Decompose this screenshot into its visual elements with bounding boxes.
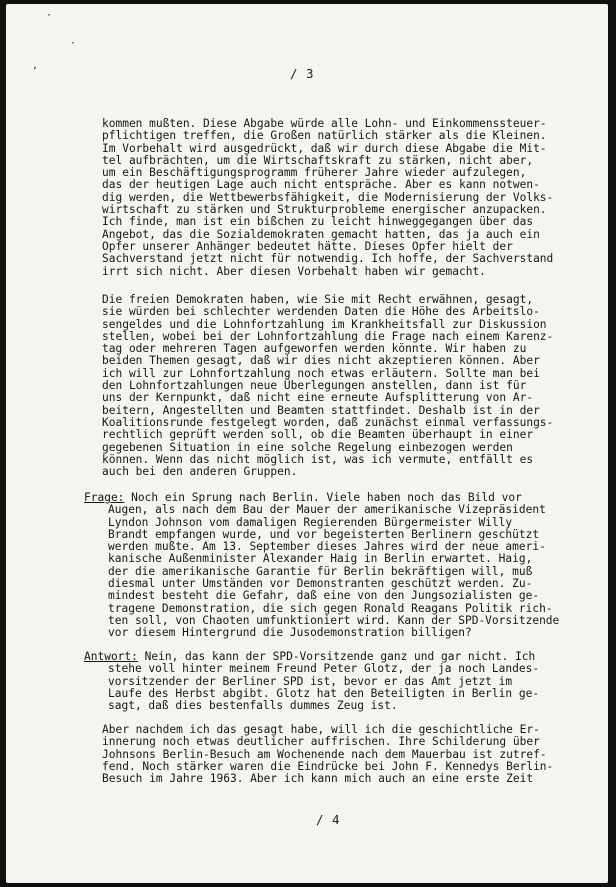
text-line: innerung noch etwas deutlicher auffrischen. Ihre Schilderung über (102, 735, 540, 749)
text-line: Augen, als nach dem Bau der Mauer der amerikanische Vizepräsident (108, 503, 546, 517)
question-label: Frage: (84, 491, 125, 504)
text-line: stehe voll hinter meinem Freund Peter Glotz, der ja noch Landes- (108, 662, 540, 676)
page-number-header: / 3 (290, 66, 315, 81)
text-line: mindest besteht die Gefahr, daß eine von den Jungsozialisten ge- (108, 589, 540, 603)
answer-label: Antwort: (84, 650, 138, 663)
text-line: gegebenen Situation in eine solche Regelung einbezogen werden (102, 440, 513, 454)
question-block (84, 492, 584, 640)
text-line: Die freien Demokraten haben, wie Sie mit Recht erwähnen, gesagt, (102, 293, 534, 306)
scan-speck: · (46, 10, 53, 21)
text-line: können. Wenn das nicht möglich ist, was ich vermute, entfällt es (102, 452, 534, 466)
text-line: fend. Noch stärker waren die Eindrücke bei John F. Kennedys Berlin- (102, 759, 554, 773)
text-line: Opfer unserer Anhänger bedeutet hätte. Dieses Opfer hielt der (102, 239, 513, 253)
text-line: Laufe des Herbst abgibt. Glotz hat den Beteiligten in Berlin ge- (108, 686, 540, 700)
page-number-footer: / 4 (316, 812, 341, 827)
text-line: der die amerikanische Garantie für Berlin bekräftigen will, muß (108, 564, 533, 578)
text-line: Besuch im Jahre 1963. Aber ich kann mich auch an eine erste Zeit (102, 772, 534, 786)
text-line: kommen mußten. Diese Abgabe würde alle Lohn- und Einkommenssteuer- (102, 117, 547, 130)
text-line: pflichtigen treffen, die Großen natürlich stärker als die Kleinen. (102, 129, 547, 143)
text-line: wirtschaft zu stärken und Strukturprobleme energischer anzupacken. (102, 203, 547, 217)
text-line: sagt, daß dies bestenfalls dummes Zeug ist. (108, 699, 398, 713)
text-line: irrt sich nicht. Aber diesen Vorbehalt haben wir gemacht. (102, 264, 486, 278)
text-line: Aber nachdem ich das gesagt habe, will ich die geschichtliche Er- (102, 723, 540, 736)
text-line: vorsitzender der Berliner SPD ist, bevor er das Amt jetzt im (108, 674, 513, 688)
text-line: Johnsons Berlin-Besuch am Wochenende nach dem Mauerbau ist zutref- (102, 747, 547, 761)
text-line: sengeldes und die Lohnfortzahlung im Krankheitsfall zur Diskussion (102, 317, 547, 331)
text-line: werden mußte. Am 13. September dieses Jahres wird der neue ameri- (108, 540, 546, 554)
paragraph-2 (102, 294, 582, 478)
text-line: dig werden, die Wettbewerbsfähigkeit, die Modernisierung der Volks- (102, 190, 554, 204)
answer-block (84, 651, 584, 712)
text-line: stellen, wobei bei der Lohnfortzahlung die Frage nach einem Karenz- (102, 329, 554, 343)
paragraph-1 (102, 118, 582, 278)
text-line: den Lohnfortzahlungen neue Überlegungen anstellen, dann ist für (102, 379, 527, 393)
text-line: rechtlich geprüft werden soll, ob die Beamten überhaupt in einer (102, 428, 534, 442)
text-line: Noch ein Sprung nach Berlin. Viele haben noch das Bild vor (124, 491, 522, 504)
text-line: Nein, das kann der SPD-Vorsitzende ganz und gar nicht. Ich (137, 650, 536, 663)
text-line: das der heutigen Lage auch nicht entspräche. Aber es kann notwen- (102, 178, 540, 192)
text-line: Ich finde, man ist ein bißchen zu leicht hinweggegangen über das (102, 215, 534, 229)
scan-speck: ‚ (32, 60, 39, 71)
text-line: tel aufbrächten, um die Wirtschaftskraft zu stärken, nicht aber, (102, 153, 534, 167)
text-line: vor diesem Hintergrund die Jusodemonstration billigen? (108, 626, 472, 640)
text-line: Im Vorbehalt wird ausgedrückt, daß wir durch diese Abgabe die Mit- (102, 141, 547, 155)
text-line: Sachverstand jetzt nicht für notwendig. Ich hoffe, der Sachverstand (102, 252, 554, 266)
text-line: tag oder mehreren Tagen aufgeworfen werden könnte. Wir haben zu (102, 342, 527, 356)
text-line: ten soll, von Chaoten umfunktioniert wird. Kann der SPD-Vorsitzende (108, 613, 560, 627)
text-line: uns der Kernpunkt, daß nicht eine erneute Aufsplitterung von Ar- (102, 391, 534, 405)
text-line: kanische Außenminister Alexander Haig in Berlin erwartet. Haig, (108, 552, 533, 566)
text-line: sie würden bei schlechter werdenden Daten die Höhe des Arbeitslo- (102, 305, 540, 319)
text-line: um ein Beschäftigungsprogramm früherer Jahre wieder aufzulegen, (102, 166, 527, 180)
text-line: diesmal unter Umständen vor Demonstranten geschützt werden. Zu- (108, 577, 533, 591)
scan-speck: · (70, 38, 77, 49)
text-line: ich will zur Lohnfortzahlung noch etwas erläutern. Sollte man bei (102, 366, 540, 380)
text-line: Angebot, das die Sozialdemokraten gemacht hatten, das ja auch ein (102, 227, 540, 241)
text-line: Lyndon Johnson vom damaligen Regierenden Bürgermeister Willy (108, 515, 513, 529)
paragraph-3 (102, 724, 582, 785)
text-line: beiden Themen gesagt, daß wir dies nicht akzeptieren können. Aber (102, 354, 540, 368)
text-line: tragene Demonstration, die sich gegen Ronald Reagans Politik rich- (108, 601, 553, 615)
text-line: Brandt empfangen wurde, und vor begeisterten Berlinern geschützt (108, 527, 540, 541)
text-line: beitern, Angestellten und Beamten stattfindet. Deshalb ist in der (102, 403, 540, 417)
text-line: Koalitionsrunde festgelegt worden, daß zunächst einmal verfassungs- (102, 415, 554, 429)
text-line: auch bei den anderen Gruppen. (102, 465, 298, 479)
document-page (6, 4, 608, 883)
